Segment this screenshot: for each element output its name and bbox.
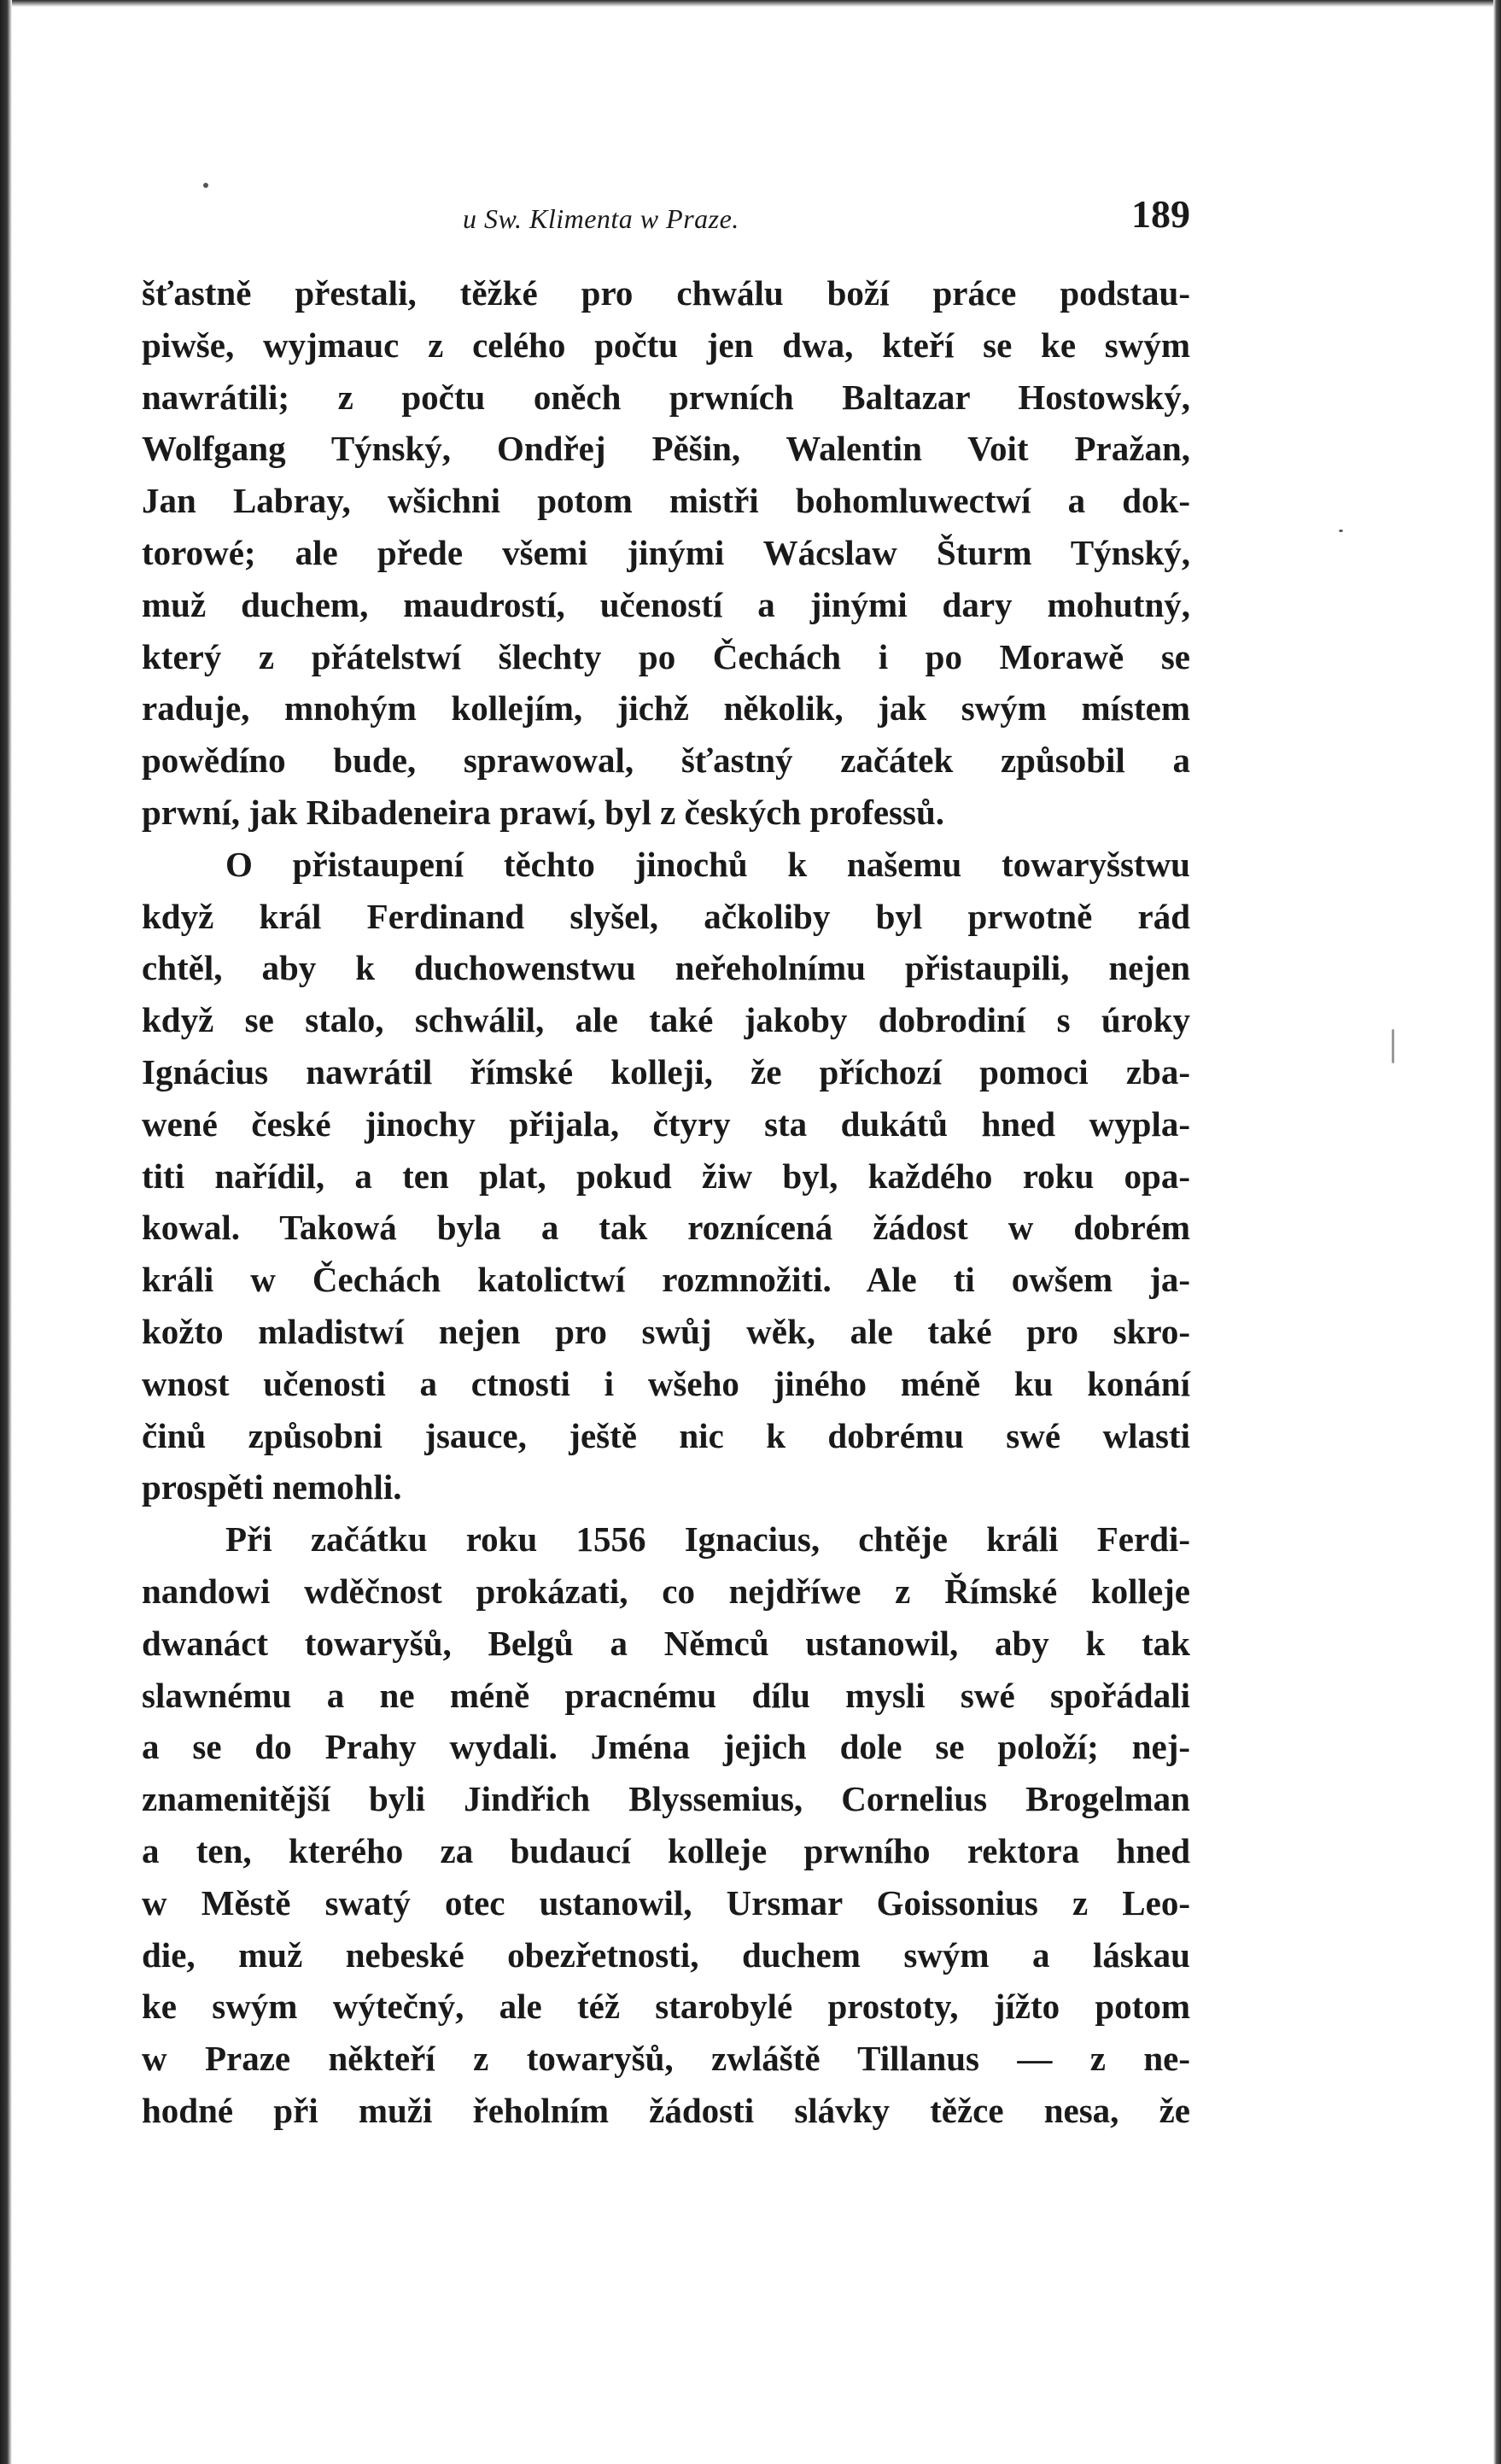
scan-edge-right [1493,0,1501,2464]
text-body [142,267,1190,2137]
text-line: die, muž nebeské obezřetnosti, duchem swým a láskau [142,1934,1190,1975]
text-line: kowal. Takowá byla a tak roznícená žádost w dobrém [142,1208,1190,1248]
text-line: který z přátelstwí šlechty po Čechách i po Morawě se [142,636,1190,676]
text-line: činů způsobni jsauce, ještě nic k dobrému swé wlasti [142,1415,1190,1455]
text-line: šťastně přestali, těžké pro chwálu boží práce podstau- [142,273,1190,313]
text-line: powědíno bude, sprawowal, šťastný začátek způsobil a [142,740,1190,781]
scan-edge-left [0,0,12,2464]
paragraph-first-line: Při začátku roku 1556 Ignacius, chtěje králi Ferdi- [225,1519,1190,1560]
text-line: piwše, wyjmauc z celého počtu jen dwa, kteří se ke swým [142,325,1190,365]
page-header [142,191,1190,243]
scan-speck [203,183,208,188]
running-head: u Sw. Klimenta w Praze. [463,203,739,234]
text-line: nawrátili; z počtu oněch prwních Baltazar Hostowský, [142,377,1190,417]
scan-speck [1339,530,1343,532]
text-line: když král Ferdinand slyšel, ačkoliby byl prwotně rád [142,896,1190,936]
scan-edge-top [0,0,1501,7]
text-line: Jan Labray, wšichni potom mistři bohomluwectwí a dok- [142,481,1190,521]
paragraph-first-line: O přistaupení těchto jinochů k našemu towaryšstwu [225,844,1190,884]
text-line: slawnému a ne méně pracnému dílu mysli swé spořádali [142,1675,1190,1715]
scan-speck [1392,1029,1394,1063]
text-line: raduje, mnohým kollejím, jichž několik, jak swým místem [142,688,1190,729]
text-line: Ignácius nawrátil římské kolleji, že příchozí pomoci zba- [142,1051,1190,1092]
text-line: nandowi wděčnost prokázati, co nejdříwe z Římské kolleje [142,1571,1190,1611]
text-line: kožto mladistwí nejen pro swůj wěk, ale také pro skro- [142,1311,1190,1351]
text-line: muž duchem, maudrostí, učeností a jinými dary mohutný, [142,584,1190,624]
text-line: ke swým wýtečný, ale též starobylé prostoty, jížto potom [142,1987,1190,2027]
paragraph-last-line: prospěti nemohli. [142,1467,402,1507]
text-line: titi nařídil, a ten plat, pokud žiw byl, každého roku opa- [142,1156,1190,1196]
text-line: chtěl, aby k duchowenstwu neřeholnímu přistaupili, nejen [142,948,1190,988]
text-line: když se stalo, schwálil, ale také jakoby dobrodiní s úroky [142,1000,1190,1040]
text-line: hodné při muži řeholním žádosti slávky těžce nesa, že [142,2090,1190,2130]
text-line: Wolfgang Týnský, Ondřej Pěšin, Walentin Voit Pražan, [142,429,1190,469]
text-line: a ten, kterého za budaucí kolleje prwního rektora hned [142,1830,1190,1870]
text-line: a se do Prahy wydali. Jména jejich dole se položí; nej- [142,1727,1190,1767]
text-line: wnost učenosti a ctnosti i wšeho jiného méně ku konání [142,1363,1190,1403]
text-line: w Praze někteří z towaryšů, zwláště Tillanus — z ne- [142,2039,1190,2079]
text-line: w Městě swatý otec ustanowil, Ursmar Goissonius z Leo- [142,1882,1190,1923]
paragraph-last-line: prwní, jak Ribadeneira prawí, byl z českých professů. [142,792,945,832]
text-line: králi w Čechách katolictwí rozmnožiti. Ale ti owšem ja- [142,1260,1190,1300]
text-line: wené české jinochy přijala, čtyry sta dukátů hned wypla- [142,1103,1190,1144]
text-line: znamenitější byli Jindřich Blyssemius, Cornelius Brogelman [142,1779,1190,1819]
text-line: dwanáct towaryšů, Belgů a Němců ustanowil, aby k tak [142,1623,1190,1663]
page-number: 189 [1131,192,1190,236]
text-line: torowé; ale přede všemi jinými Wácslaw Šturm Týnský, [142,532,1190,572]
